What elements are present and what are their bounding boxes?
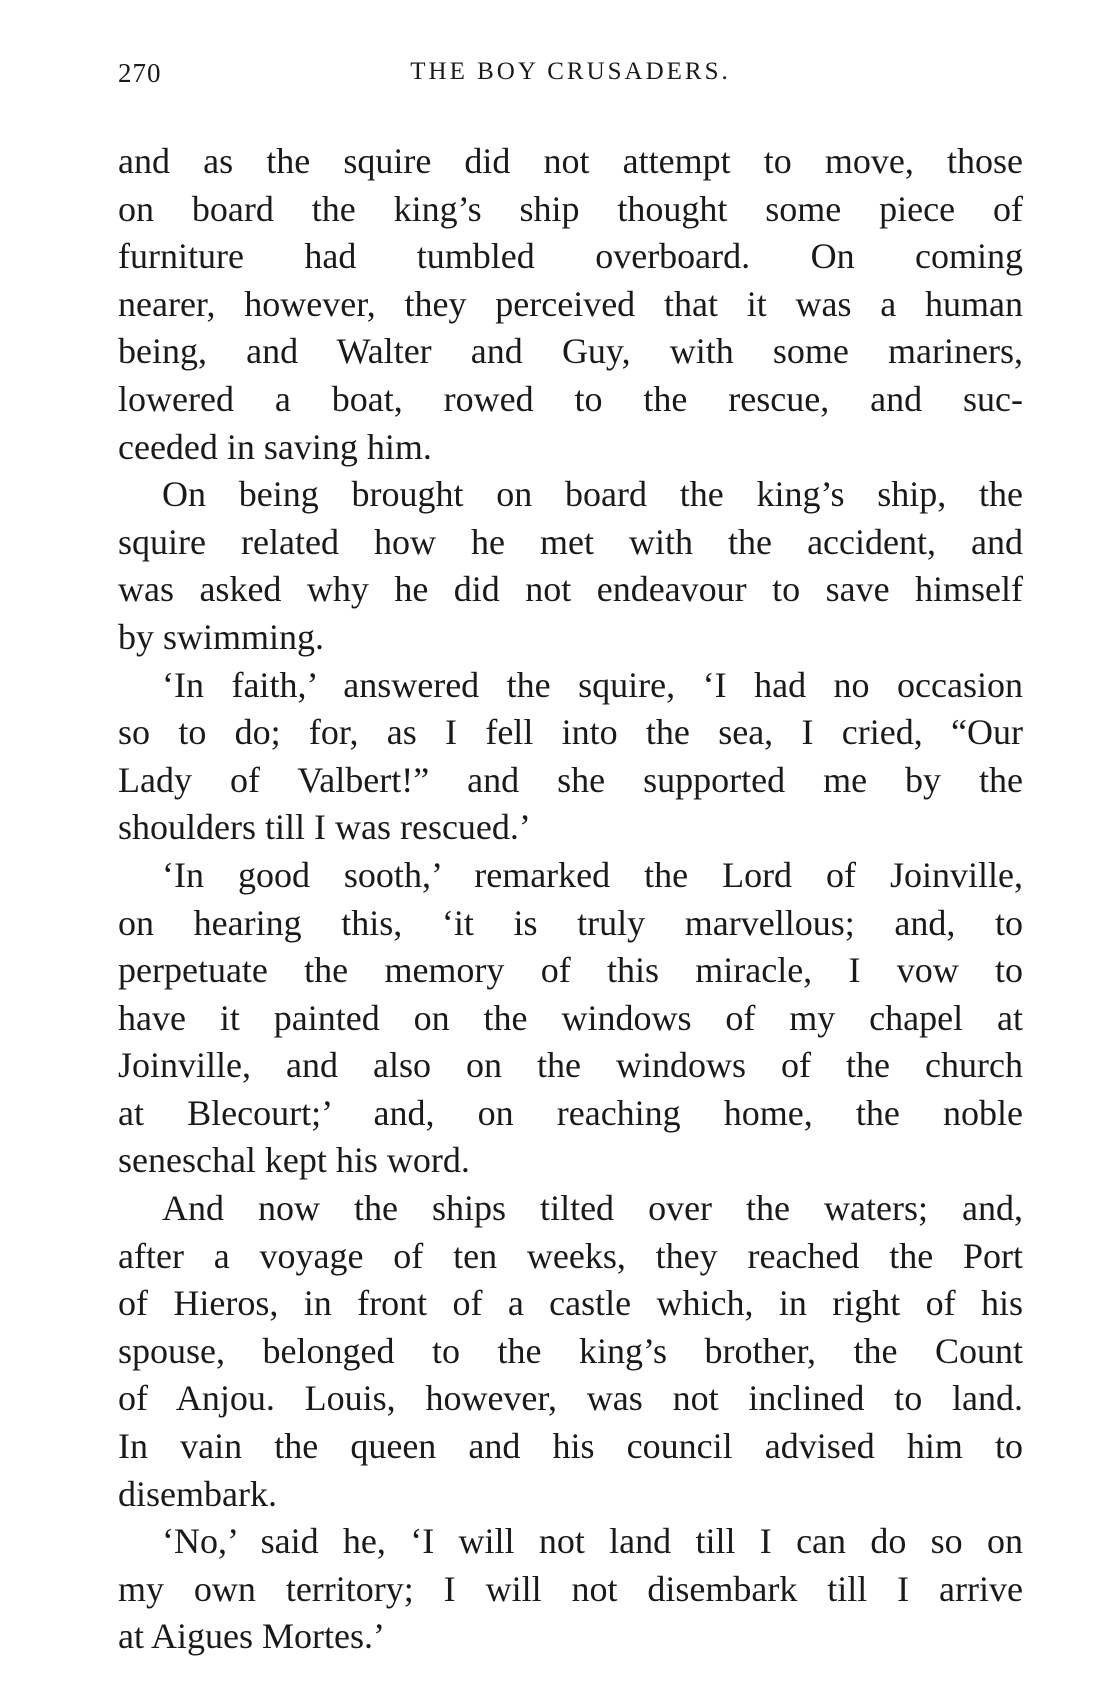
text-line: ceeded in saving him. xyxy=(118,426,432,467)
text-line: And now the ships tilted over the waters; and, xyxy=(162,1188,1023,1229)
paragraph xyxy=(118,852,1023,1185)
text-line: Lady of Valbert!” and she supported me by the xyxy=(118,759,1023,800)
text-line: spouse, belonged to the king’s brother, the Count xyxy=(118,1330,1023,1371)
page-number: 270 xyxy=(118,58,162,88)
text-line: shoulders till I was rescued.’ xyxy=(118,807,531,848)
text-line: on board the king’s ship thought some piece of xyxy=(118,188,1023,229)
text-line: ‘In faith,’ answered the squire, ‘I had no occasion xyxy=(162,664,1023,705)
text-line: seneschal kept his word. xyxy=(118,1140,470,1181)
paragraph xyxy=(118,662,1023,852)
text-line: was asked why he did not endeavour to save himself xyxy=(118,569,1023,610)
text-line: lowered a boat, rowed to the rescue, and suc- xyxy=(118,378,1023,419)
text-line: and as the squire did not attempt to move, those xyxy=(118,141,1023,181)
text-line: at Aigues Mortes.’ xyxy=(118,1616,385,1657)
text-line: In vain the queen and his council advised him to xyxy=(118,1426,1023,1467)
text-line: perpetuate the memory of this miracle, I vow to xyxy=(118,950,1023,991)
text-line: being, and Walter and Guy, with some mariners, xyxy=(118,331,1023,372)
text-line: have it painted on the windows of my chapel at xyxy=(118,997,1023,1038)
text-line: of Anjou. Louis, however, was not inclined to land. xyxy=(118,1378,1023,1419)
paragraph xyxy=(118,138,1023,471)
text-line: so to do; for, as I fell into the sea, I cried, “Our xyxy=(118,712,1023,753)
paragraph xyxy=(118,1518,1023,1661)
running-head xyxy=(118,58,1023,98)
text-line: ‘No,’ said he, ‘I will not land till I can do so on xyxy=(162,1521,1023,1562)
text-line: squire related how he met with the accident, and xyxy=(118,521,1023,562)
text-line: nearer, however, they perceived that it was a human xyxy=(118,283,1023,324)
body-text xyxy=(118,138,1023,1661)
text-line: at Blecourt;’ and, on reaching home, the noble xyxy=(118,1092,1023,1133)
text-line: of Hieros, in front of a castle which, in right of his xyxy=(118,1283,1023,1324)
paragraph xyxy=(118,1185,1023,1518)
text-line: Joinville, and also on the windows of the church xyxy=(118,1045,1023,1086)
text-line: On being brought on board the king’s ship, the xyxy=(162,474,1023,515)
text-line: ‘In good sooth,’ remarked the Lord of Joinville, xyxy=(162,854,1023,895)
text-line: by swimming. xyxy=(118,616,325,657)
text-line: furniture had tumbled overboard. On coming xyxy=(118,236,1023,277)
text-line: my own territory; I will not disembark till I arrive xyxy=(118,1568,1023,1609)
text-line: after a voyage of ten weeks, they reached the Port xyxy=(118,1235,1023,1276)
text-line: disembark. xyxy=(118,1473,277,1514)
text-line: on hearing this, ‘it is truly marvellous; and, to xyxy=(118,902,1023,943)
paragraph xyxy=(118,471,1023,661)
running-title: THE BOY CRUSADERS. xyxy=(410,58,731,85)
